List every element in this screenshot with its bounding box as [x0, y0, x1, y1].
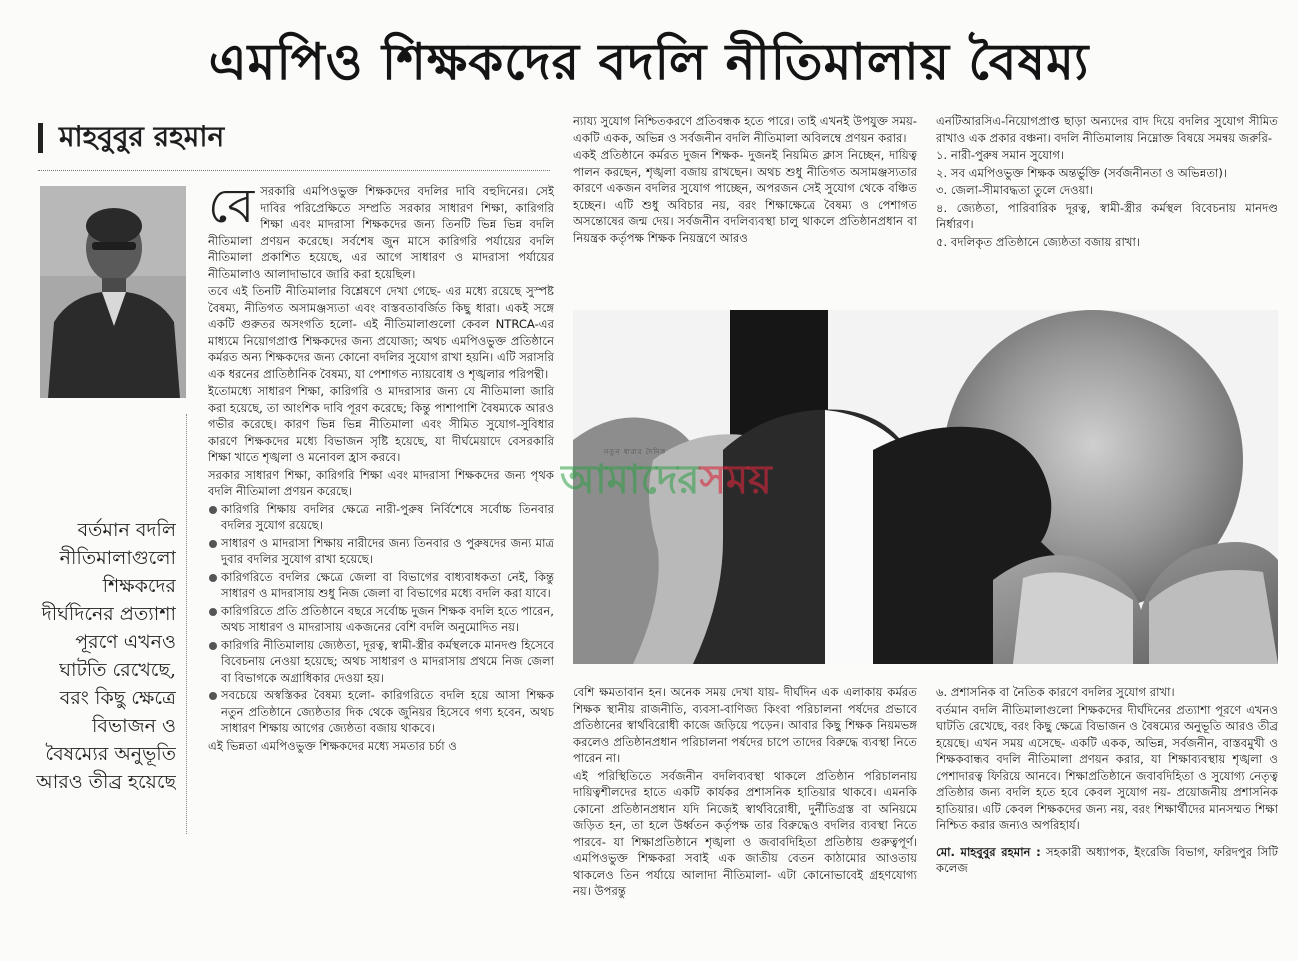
list-item: কারিগরি শিক্ষায় বদলির ক্ষেত্রে নারী-পুরুষ নির্বিশেষে সর্বোচ্চ তিনবার বদলির সুযোগ রয়েছে।	[208, 501, 554, 534]
list-item: ১. নারী-পুরুষ সমান সুযোগ।	[936, 148, 1065, 162]
list-item: ৪. জ্যেষ্ঠতা, পারিবারিক দূরত্ব, স্বামী-স্ত্রীর কর্মস্থল বিবেচনায় মানদণ্ড নির্ধারণ।	[936, 200, 1278, 231]
paragraph: সরকার সাধারণ শিক্ষা, কারিগরি শিক্ষা এবং মাদরাসা শিক্ষকদের জন্য পৃথক বদলি নীতিমালা প্রণয়ন করেছে।	[208, 467, 554, 498]
list-item: সবচেয়ে অস্বস্তিকর বৈষম্য হলো- কারিগরিতে বদলি হয়ে আসা শিক্ষক নতুন প্রতিষ্ঠানে জ্যেষ্ঠতার দিক থেকে জুনিয়র হিসেবে গণ্য হবেন, অথচ সাধারণ শিক্ষায় আগের জ্যেষ্ঠতা বজায় থাকবে।	[208, 687, 554, 737]
left-column-divider	[186, 414, 187, 834]
list-item: সাধারণ ও মাদরাসা শিক্ষায় নারীদের জন্য তিনবার ও পুরুষদের জন্য মাত্র দুবার বদলির সুযোগ রাখা হয়েছে।	[208, 535, 554, 568]
drop-cap: বে	[208, 183, 255, 234]
paragraph: তবে এই তিনটি নীতিমালার বিশ্লেষণে দেখা গেছে- এর মধ্যে রয়েছে সুস্পষ্ট বৈষম্য, নীতিগত অসামঞ্জস্যতা এবং বাস্তবতাবর্জিত কিছু ধারা। একই সঙ্গে একটি গুরুতর অসংগতি হলো- এই নীতিমালাগুলো কেবল NTRCA-এর মাধ্যমে নিয়োগপ্রাপ্ত শিক্ষকদের জন্য প্রযোজ্য; অথচ এমপিওভুক্ত প্রতিষ্ঠানে কর্মরত অন্য শিক্ষকদের জন্য কোনো বদলির সুযোগ রাখা হয়নি। এটি সরাসরি এক ধরনের প্রাতিষ্ঠানিক বৈষম্য, যা পেশাগত ন্যায়বোধ ও শৃঙ্খলার পরিপন্থী।	[208, 284, 554, 381]
article-column-5	[936, 684, 1278, 956]
paragraph	[208, 183, 554, 282]
bullet-list	[208, 501, 554, 737]
watermark-green-text: আমাদের	[560, 456, 700, 503]
watermark-red-text: সময়	[699, 456, 772, 503]
paragraph: এই ভিন্নতা এমপিওভুক্ত শিক্ষকদের মধ্যে সমতার চর্চা ও	[208, 738, 457, 753]
paragraph: বর্তমান বদলি নীতিমালাগুলো শিক্ষকদের দীর্ঘদিনের প্রত্যাশা পূরণে এখনও ঘাটতি রেখেছে, বরং কিছু ক্ষেত্রে বিভাজন ও বৈষম্যের অনুভূতি আরও তীব্র হয়েছে। এখন সময় এসেছে- একটি একক, অভিন্ন, সর্বজনীন, বাস্তবমুখী ও শিক্ষকবান্ধব বদলি নীতিমালা প্রণয়ন করার, যা শিক্ষাব্যবস্থায় শৃঙ্খলা ও পেশাদারত্ব ফিরিয়ে আনবে। শিক্ষাপ্রতিষ্ঠানে জবাবদিহিতা ও সুযোগ্য নেতৃত্ব প্রতিষ্ঠার জন্য বদলি হতে হবে কেবল সুযোগ নয়- প্রয়োজনীয় প্রশাসনিক হাতিয়ার। এটি কেবল শিক্ষকদের জন্য নয়, বরং শিক্ষার্থীদের মানসম্মত শিক্ষা নিশ্চিত করার জন্যও অপরিহার্য।	[936, 702, 1278, 832]
list-item: কারিগরিতে প্রতি প্রতিষ্ঠানে বছরে সর্বোচ্চ দুজন শিক্ষক বদলি হতে পারেন, অথচ সাধারণ ও মাদরাসায় একজনের বেশি বদলি অনুমোদিত নয়।	[208, 603, 554, 636]
paragraph: বেশি ক্ষমতাবান হন। অনেক সময় দেখা যায়- দীর্ঘদিন এক এলাকায় কর্মরত শিক্ষক স্থানীয় রাজনীতি, ব্যবসা-বাণিজ্য কিংবা পরিচালনা পর্ষদের প্রভাবে প্রতিষ্ঠানের স্বার্থবিরোধী কাজে জড়িয়ে পড়েন। আবার কিছু শিক্ষক নিয়মভঙ্গ করলেও প্রতিষ্ঠানপ্রধান পরিচালনা পর্ষদের চাপে তাদের বিরুদ্ধে ব্যবস্থা নিতে পারেন না।	[573, 685, 917, 765]
paragraph: ন্যায্য সুযোগ নিশ্চিতকরণে প্রতিবন্ধক হতে পারে। তাই এখনই উপযুক্ত সময়- একটি একক, অভিন্ন ও সর্বজনীন বদলি নীতিমালা অবিলম্বে প্রণয়ন করার।	[573, 114, 917, 145]
list-item: কারিগরিতে বদলির ক্ষেত্রে জেলা বা বিভাগের বাধ্যবাধকতা নেই, কিন্তু সাধারণ ও মাদরাসায় শুধু নিজ জেলা বা বিভাগের মধ্যে বদলি করা যাবে।	[208, 569, 554, 602]
headline: এমপিও শিক্ষকদের বদলি নীতিমালায় বৈষম্য	[208, 32, 1090, 91]
paragraph: একই প্রতিষ্ঠানে কর্মরত দুজন শিক্ষক- দুজনই নিয়মিত ক্লাস নিচ্ছেন, দায়িত্ব পালন করছেন, শৃঙ্খলা বজায় রাখছেন। অথচ শুধু নীতিগত অসামঞ্জস্যতার কারণে একজন বদলির সুযোগ পাচ্ছেন, অপরজন সেই সুযোগ থেকে বঞ্চিত হচ্ছেন। এটি শুধু অবিচার নয়, বরং শিক্ষাক্ষেত্রে বৈষম্য ও পেশাগত অসন্তোষের জন্ম দেয়। সর্বজনীন বদলিব্যবস্থা চালু থাকলে প্রতিষ্ঠানপ্রধান বা নিয়ন্ত্রক কর্তৃপক্ষ শিক্ষক নিয়ন্ত্রণে আরও	[573, 148, 917, 245]
list-item: ৫. বদলিকৃত প্রতিষ্ঠানে জ্যেষ্ঠতা বজায় রাখা।	[936, 234, 1141, 249]
list-item: ৩. জেলা-সীমাবদ্ধতা তুলে দেওয়া।	[936, 183, 1093, 197]
paragraph-text: সরকারি এমপিওভুক্ত শিক্ষকদের বদলির দাবি বহুদিনের। সেই দাবির পরিপ্রেক্ষিতে সম্প্রতি সরকার সাধারণ শিক্ষা, কারিগরি শিক্ষা এবং মাদরাসা শিক্ষকদের জন্য তিনটি ভিন্ন ভিন্ন বদলি নীতিমালা প্রণয়ন করেছে। সর্বশেষ জুন মাসে কারিগরি পর্যায়ের বদলি নীতিমালা প্রকাশিত হয়েছে, এর আগে সাধারণ ও মাদরাসা পর্যায়ের নীতিমালাও আলাদাভাবে জারি করা হয়েছিল।	[208, 184, 554, 281]
article-column-3	[936, 113, 1278, 305]
list-item: কারিগরি নীতিমালায় জ্যেষ্ঠতা, দূরত্ব, স্বামী-স্ত্রীর কর্মস্থলকে মানদণ্ড হিসেবে বিবেচনায় নেওয়া হয়েছে; অথচ সাধারণ ও মাদরাসায় প্রথমে নিজ জেলা বা বিভাগকে অগ্রাধিকার দেওয়া হয়।	[208, 637, 554, 687]
paragraph: এই পরিস্থিতিতে সর্বজনীন বদলিব্যবস্থা থাকলে প্রতিষ্ঠান পরিচালনায় দায়িত্বশীলদের হাতে একটি কার্যকর প্রশাসনিক হাতিয়ার থাকবে। এমনকি কোনো প্রতিষ্ঠানপ্রধান যদি নিজেই স্বার্থবিরোধী, দুর্নীতিগ্রস্ত বা অনিয়মে জড়িত হন, তা হলে উর্ধ্বতন কর্তৃপক্ষ তার বিরুদ্ধেও বদলির ব্যবস্থা নিতে পারবে- যা শিক্ষাপ্রতিষ্ঠানে শৃঙ্খলা ও জবাবদিহিতা প্রতিষ্ঠায় গুরুত্বপূর্ণ। এমপিওভুক্ত শিক্ষকরা সবাই এক জাতীয় বেতন কাঠামোর আওতায় থাকলেও তিন পর্যায়ে আলাদা নীতিমালা- এটা কোনোভাবেই গ্রহণযোগ্য নয়। উপরন্তু	[573, 768, 917, 898]
author-name: মো. মাহবুবুর রহমান :	[936, 844, 1041, 859]
watermark-logo	[560, 452, 820, 508]
pull-quote: বর্তমান বদলি নীতিমালাগুলো শিক্ষকদের দীর্ঘদিনের প্রত্যাশা পূরণে এখনও ঘাটতি রেখেছে, বরং কিছু ক্ষেত্রে বিভাজন ও বৈষম্যের অনুভূতি আরও তীব্র হয়েছে	[36, 519, 176, 793]
paragraph: ৬. প্রশাসনিক বা নৈতিক কারণে বদলির সুযোগ রাখা।	[936, 685, 1175, 699]
author-description: সহকারী অধ্যাপক, ইংরেজি বিভাগ, ফরিদপুর সিটি কলেজ	[936, 844, 1278, 875]
list-item: ২. সব এমপিওভুক্ত শিক্ষক অন্তর্ভুক্তি (সর্বজনীনতা ও অভিন্নতা)।	[936, 165, 1228, 180]
author-note	[936, 844, 1278, 877]
author-photo	[40, 186, 186, 398]
article-column-1	[208, 183, 554, 955]
byline-bar	[38, 123, 43, 153]
watermark-tagline: নতুন ধারার দৈনিক	[604, 448, 667, 456]
byline-rule	[38, 170, 550, 171]
paragraph: ইতোমধ্যে সাধারণ শিক্ষা, কারিগরি ও মাদরাসার জন্য যে নীতিমালা জারি করা হয়েছে, তা আংশিক দাবি পূরণ করেছে; কিন্তু পাশাপাশি বৈষম্যকে আরও গভীর করেছে। কারণ ভিন্ন ভিন্ন নীতিমালা এবং সীমিত সুযোগ-সুবিধার কারণে শিক্ষকদের মধ্যে বিভাজন সৃষ্টি হয়েছে, যা দীর্ঘমেয়াদে বেসরকারি শিক্ষা খাতে শৃঙ্খলা ও মনোবল হ্রাস করবে।	[208, 384, 554, 464]
paragraph: এনটিআরসিএ-নিয়োগপ্রাপ্ত ছাড়া অন্যদের বাদ দিয়ে বদলির সুযোগ সীমিত রাখাও এক প্রকার বঞ্চনা। বদলি নীতিমালায় নিম্নোক্ত বিষয়ে সমন্বয় জরুরি-	[936, 114, 1278, 145]
article-column-4	[573, 684, 917, 956]
article-column-2	[573, 113, 917, 305]
byline	[38, 118, 538, 158]
byline-name: মাহবুবুর রহমান	[59, 119, 225, 153]
